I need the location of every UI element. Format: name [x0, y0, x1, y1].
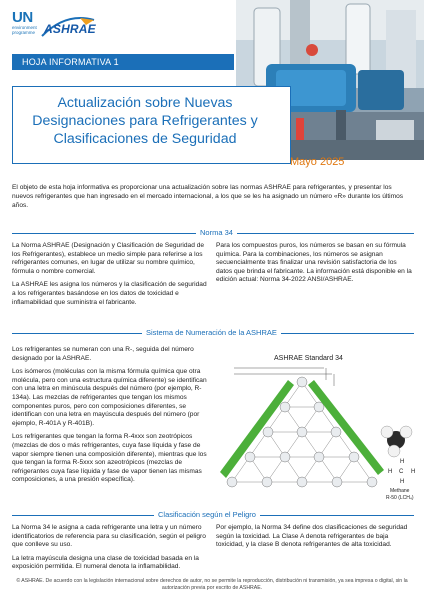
- figure-callout-lines: [234, 368, 334, 386]
- refrigerant-nodes: [227, 377, 377, 487]
- fact-sheet-label: HOJA INFORMATIVA 1: [12, 54, 234, 70]
- unep-logo-mark: UN: [12, 9, 33, 26]
- norma34-right-column: [216, 242, 414, 290]
- section-heading-numeracion: Sistema de Numeración de la ASHRAE: [142, 328, 281, 337]
- methane-structure: [386, 459, 415, 501]
- clasificacion-paragraph-2: La letra mayúscula designa una clase de toxicidad basada en la exposición permitida. El numeral denota la inflamabilidad.: [12, 554, 199, 571]
- numeracion-paragraph-2: Los isómeros (moléculas con la misma fórmula química que otra molécula, pero con una estructura química diferente) se identifican con una letra en minúscula después del número (por ejemplo, R-134a). Las mezclas de refrigerantes que tengan los mismos componentes puros, pero con composiciones diferentes, se identifican con una letra en mayúscula después del número (por ejemplo, R-401A y R-401B).: [12, 368, 207, 427]
- structure-atom-c: C: [399, 469, 404, 475]
- structure-atom-h-bottom: H: [400, 479, 405, 485]
- clasificacion-paragraph-3: Por ejemplo, la Norma 34 define dos clasificaciones de seguridad según la toxicidad. La Clase A denota refrigerantes de baja toxicidad, y la clase B denota refrigerantes de alta toxicidad.: [216, 524, 408, 549]
- ashrae-standard-34-figure: [214, 352, 424, 502]
- publication-date: Mayo 2025: [290, 156, 345, 168]
- unep-logo: [12, 10, 38, 46]
- unep-logo-sub: environment programme: [12, 25, 37, 35]
- norma34-paragraph-1: La Norma ASHRAE (Designación y Clasificación de Seguridad de los Refrigerantes), establece un medio simple para referirse a los refrigerantes comunes, en lugar de utilizar su nombre químico, fórmula o nombre comercial.: [12, 242, 205, 275]
- numeracion-paragraph-3: Los refrigerantes que tengan la forma R-4xxx son zeotrópicos (mezclas de dos o más refrigerantes, cuya fase líquida y fase de vapor siempre tienen una composición diferente), mientras que los que tengan la forma R-5xxx son azeotrópicos (mezclas de refrigerantes cuya fase líquida y fase de vapor tienen las mismas composiciones, a una presión específica).: [12, 433, 207, 484]
- standard-34-diagram: [214, 352, 424, 502]
- intro-paragraph: El objeto de esta hoja informativa es proporcionar una actualización sobre las normas ASHRAE para refrigerantes, y presentar los nuevos refrigerantes que han ingresado en el mercado internacional, a los que se les ha asignado un número «R» durante los últimos años.: [12, 184, 404, 209]
- green-arrow-left: [220, 380, 294, 478]
- numeracion-column: [12, 346, 212, 490]
- section-heading-clasificacion: Clasificación según el Peligro: [154, 510, 260, 519]
- structure-atom-h-right: H: [411, 469, 416, 475]
- page-title: Actualización sobre Nuevas Designaciones para Refrigerantes y Clasificaciones de Seguridad: [32, 95, 258, 147]
- norma34-left-column: [12, 242, 208, 312]
- norma34-paragraph-3: Para los compuestos puros, los números se basan en su fórmula química. Para la combinaciones, los números se asignan secuencialmente tras finalizar una revisión satisfactoria de los datos que brinda el fabricante. La información está disponible en la edición actual: Norma 34-2022 ANSI/ASHRAE.: [216, 242, 412, 284]
- figure-title: ASHRAE Standard 34: [274, 355, 343, 362]
- copyright-footer: © ASHRAE. De acuerdo con la legislación internacional sobre derechos de autor, no se permite la reproducción, distribución ni transmisión, ya sea impresa o digital, sin la autorización previa por escrito de ASHRAE.: [16, 578, 408, 591]
- structure-atom-h-top: H: [400, 459, 405, 465]
- section-heading-norma34: Norma 34: [196, 228, 237, 237]
- methane-code: R-50 (LCH₄): [386, 495, 414, 501]
- norma34-paragraph-2: La ASHRAE les asigna los números y la clasificación de seguridad a los refrigerantes basándose en los datos de toxicidad e inflamabilidad que suministra el fabricante.: [12, 281, 207, 306]
- methane-label: Methane: [390, 488, 410, 494]
- clasificacion-paragraph-1: La Norma 34 le asigna a cada refrigerante una letra y un número identificatorios de referencia para su clasificación, según el peligro que conlleve su uso.: [12, 524, 206, 549]
- structure-atom-h-left: H: [388, 469, 393, 475]
- methane-molecule: [381, 426, 412, 457]
- numeracion-paragraph-1: Los refrigerantes se numeran con una R-, seguida del número designado por la ASHRAE.: [12, 346, 194, 362]
- clasificacion-left-column: [12, 524, 208, 577]
- clasificacion-right-column: [216, 524, 414, 555]
- ashrae-logo: [40, 16, 96, 40]
- ashrae-logo-text: ASHRAE: [44, 22, 96, 36]
